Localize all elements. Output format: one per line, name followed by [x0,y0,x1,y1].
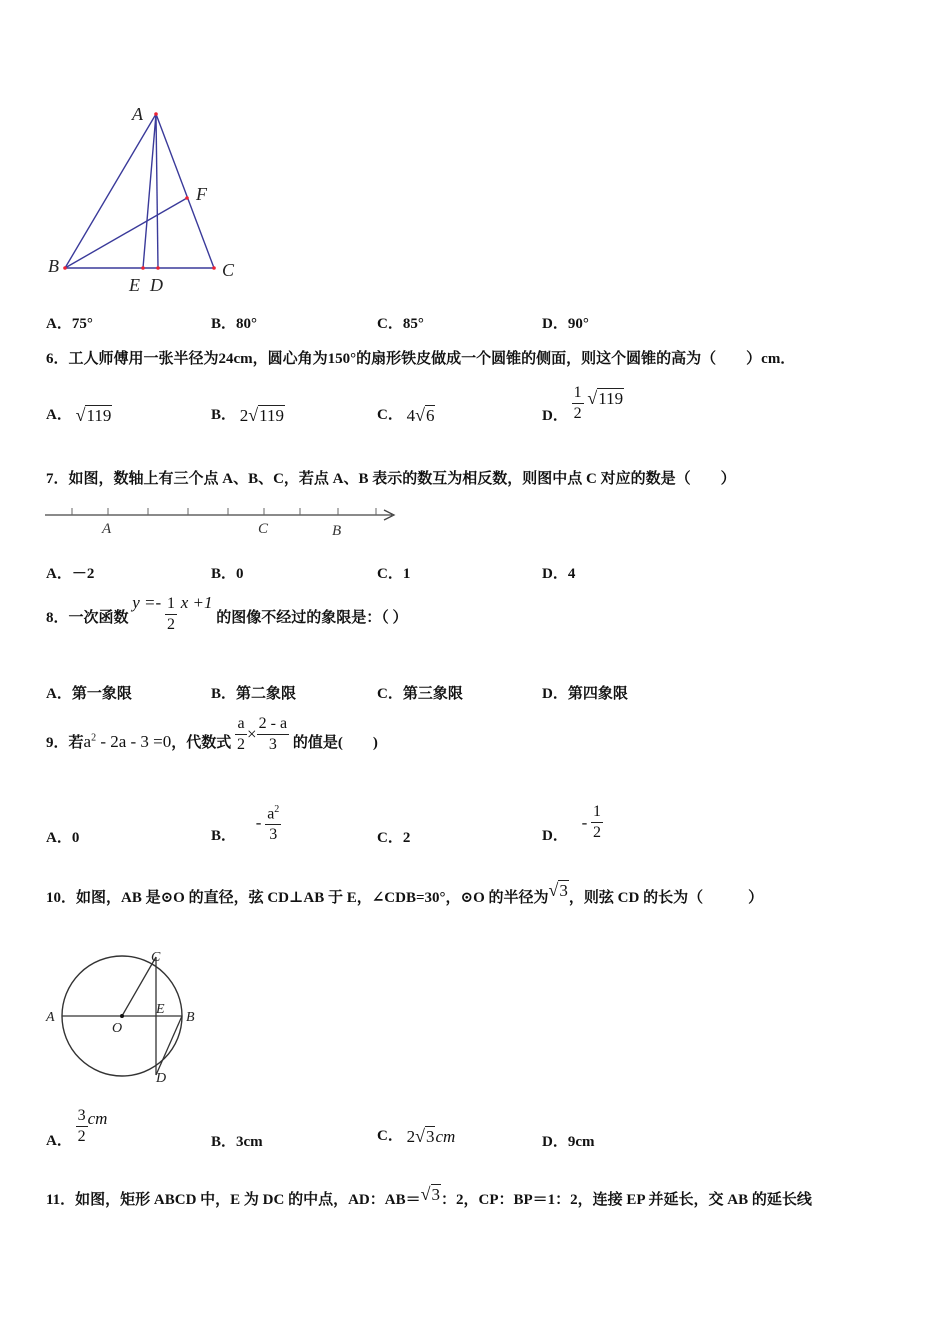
fraction: $\frac{2 - a}{3}$ [258,715,288,753]
q9-option-d[interactable]: D． - $\frac{1}{2}$ [542,803,602,844]
q6-option-d[interactable]: D． $\frac{1}{2}$ √119 [542,384,624,424]
q9-option-b[interactable]: B． - $\frac{a^2}{3}$ [211,800,281,845]
label-c: C [151,950,161,965]
fraction: $\frac{1}{2}$ [166,595,175,633]
radius-oc [122,957,156,1016]
axis-label-b: B [332,523,342,539]
axis-label-c: C [258,521,269,537]
label-e: E [156,1002,165,1017]
segment-ae [143,114,156,268]
radical: √3 [420,1184,440,1204]
segment-db [156,1016,182,1075]
q9-option-c[interactable]: C．2 [377,830,411,846]
q5-option-b[interactable]: B．80° [211,316,258,332]
fraction: $\frac{a}{2}$ [237,715,246,753]
fraction: $\frac{1}{2}$ [593,803,602,841]
q6-stem: 6．工人师傅用一张半径为24cm，圆心角为150°的扇形铁皮做成一个圆锥的侧面，则这个圆锥的高为（ ）cm． [46,351,796,367]
circle-figure [40,945,210,1090]
triangle-figure [40,96,250,296]
label-b: B [186,1010,195,1025]
q8-option-d[interactable]: D．第四象限 [542,686,628,702]
q7-option-b[interactable]: B．0 [211,566,244,582]
label-c: C [222,260,235,280]
q7-option-d[interactable]: D．4 [542,566,576,582]
q5-option-a[interactable]: A．75° [46,316,93,332]
segment-bf [65,198,187,268]
fraction: $\frac{a^2}{3}$ [267,804,280,844]
q10-option-b[interactable]: B．3cm [211,1134,263,1150]
q6-option-b[interactable]: B． 2√119 [211,405,285,426]
label-b: B [48,256,59,276]
segment-ad [156,114,158,268]
label-d: D [156,1071,167,1086]
label-f: F [196,184,207,204]
radical: √119 [75,405,112,426]
q6-option-c[interactable]: C． 4√6 [377,405,435,426]
q8-option-b[interactable]: B．第二象限 [211,686,297,702]
q8-stem: 8．一次函数 y =- $\frac{1}{2}$ x +1 的图像不经过的象限是：（ ） [46,592,408,633]
radical: √119 [587,388,624,408]
q7-option-c[interactable]: C．1 [377,566,411,582]
q10-option-a[interactable]: A． $\frac{3}{2}$ cm [46,1107,108,1149]
radical: 2√3cm [406,1126,456,1147]
q5-option-c[interactable]: C．85° [377,316,424,332]
q9-stem: 9．若$a^2 - 2a - 3 =0$，代数式 $\frac{a}{2}$ × $\frac{2 - a}{3}$ 的值是( ) [46,715,378,753]
q10-option-c[interactable]: C． 2√3cm [377,1126,456,1147]
q6-option-a[interactable]: A． √119 [46,405,112,426]
q10-stem: 10．如图，AB 是⊙O 的直径，弦 CD⊥AB 于 E，∠CDB=30°，⊙O 的半径为√3，则弦 CD 的长为（ ） [46,880,764,906]
q9-option-a[interactable]: A．0 [46,830,80,846]
fraction: $\frac{3}{2}$ [77,1107,86,1145]
label-d: D [150,275,163,295]
label-e: E [129,275,140,295]
fraction: $\frac{1}{2}$ [573,384,582,422]
q8-option-a[interactable]: A．第一象限 [46,686,132,702]
radical: 2√119 [239,405,285,426]
label-a: A [132,104,143,124]
q11-stem: 11．如图，矩形 ABCD 中，E 为 DC 的中点，AD：AB＝√3：2，CP：BP＝1：2，连接 EP 并延长，交 AB 的延长线 [46,1184,812,1208]
q8-option-c[interactable]: C．第三象限 [377,686,463,702]
radical: 4√6 [406,405,435,426]
q10-option-d[interactable]: D．9cm [542,1134,595,1150]
q7-option-a[interactable]: A．－2 [46,566,95,582]
q7-stem: 7．如图，数轴上有三个点 A、B、C，若点 A、B 表示的数互为相反数，则图中点 C 对应的数是（ ） [46,471,736,487]
axis-label-a: A [102,521,112,537]
radical: √3 [548,880,568,900]
number-line [40,502,410,542]
label-a: A [46,1010,55,1025]
q5-option-d[interactable]: D．90° [542,316,589,332]
label-o: O [112,1021,123,1036]
side-ab [65,114,156,268]
